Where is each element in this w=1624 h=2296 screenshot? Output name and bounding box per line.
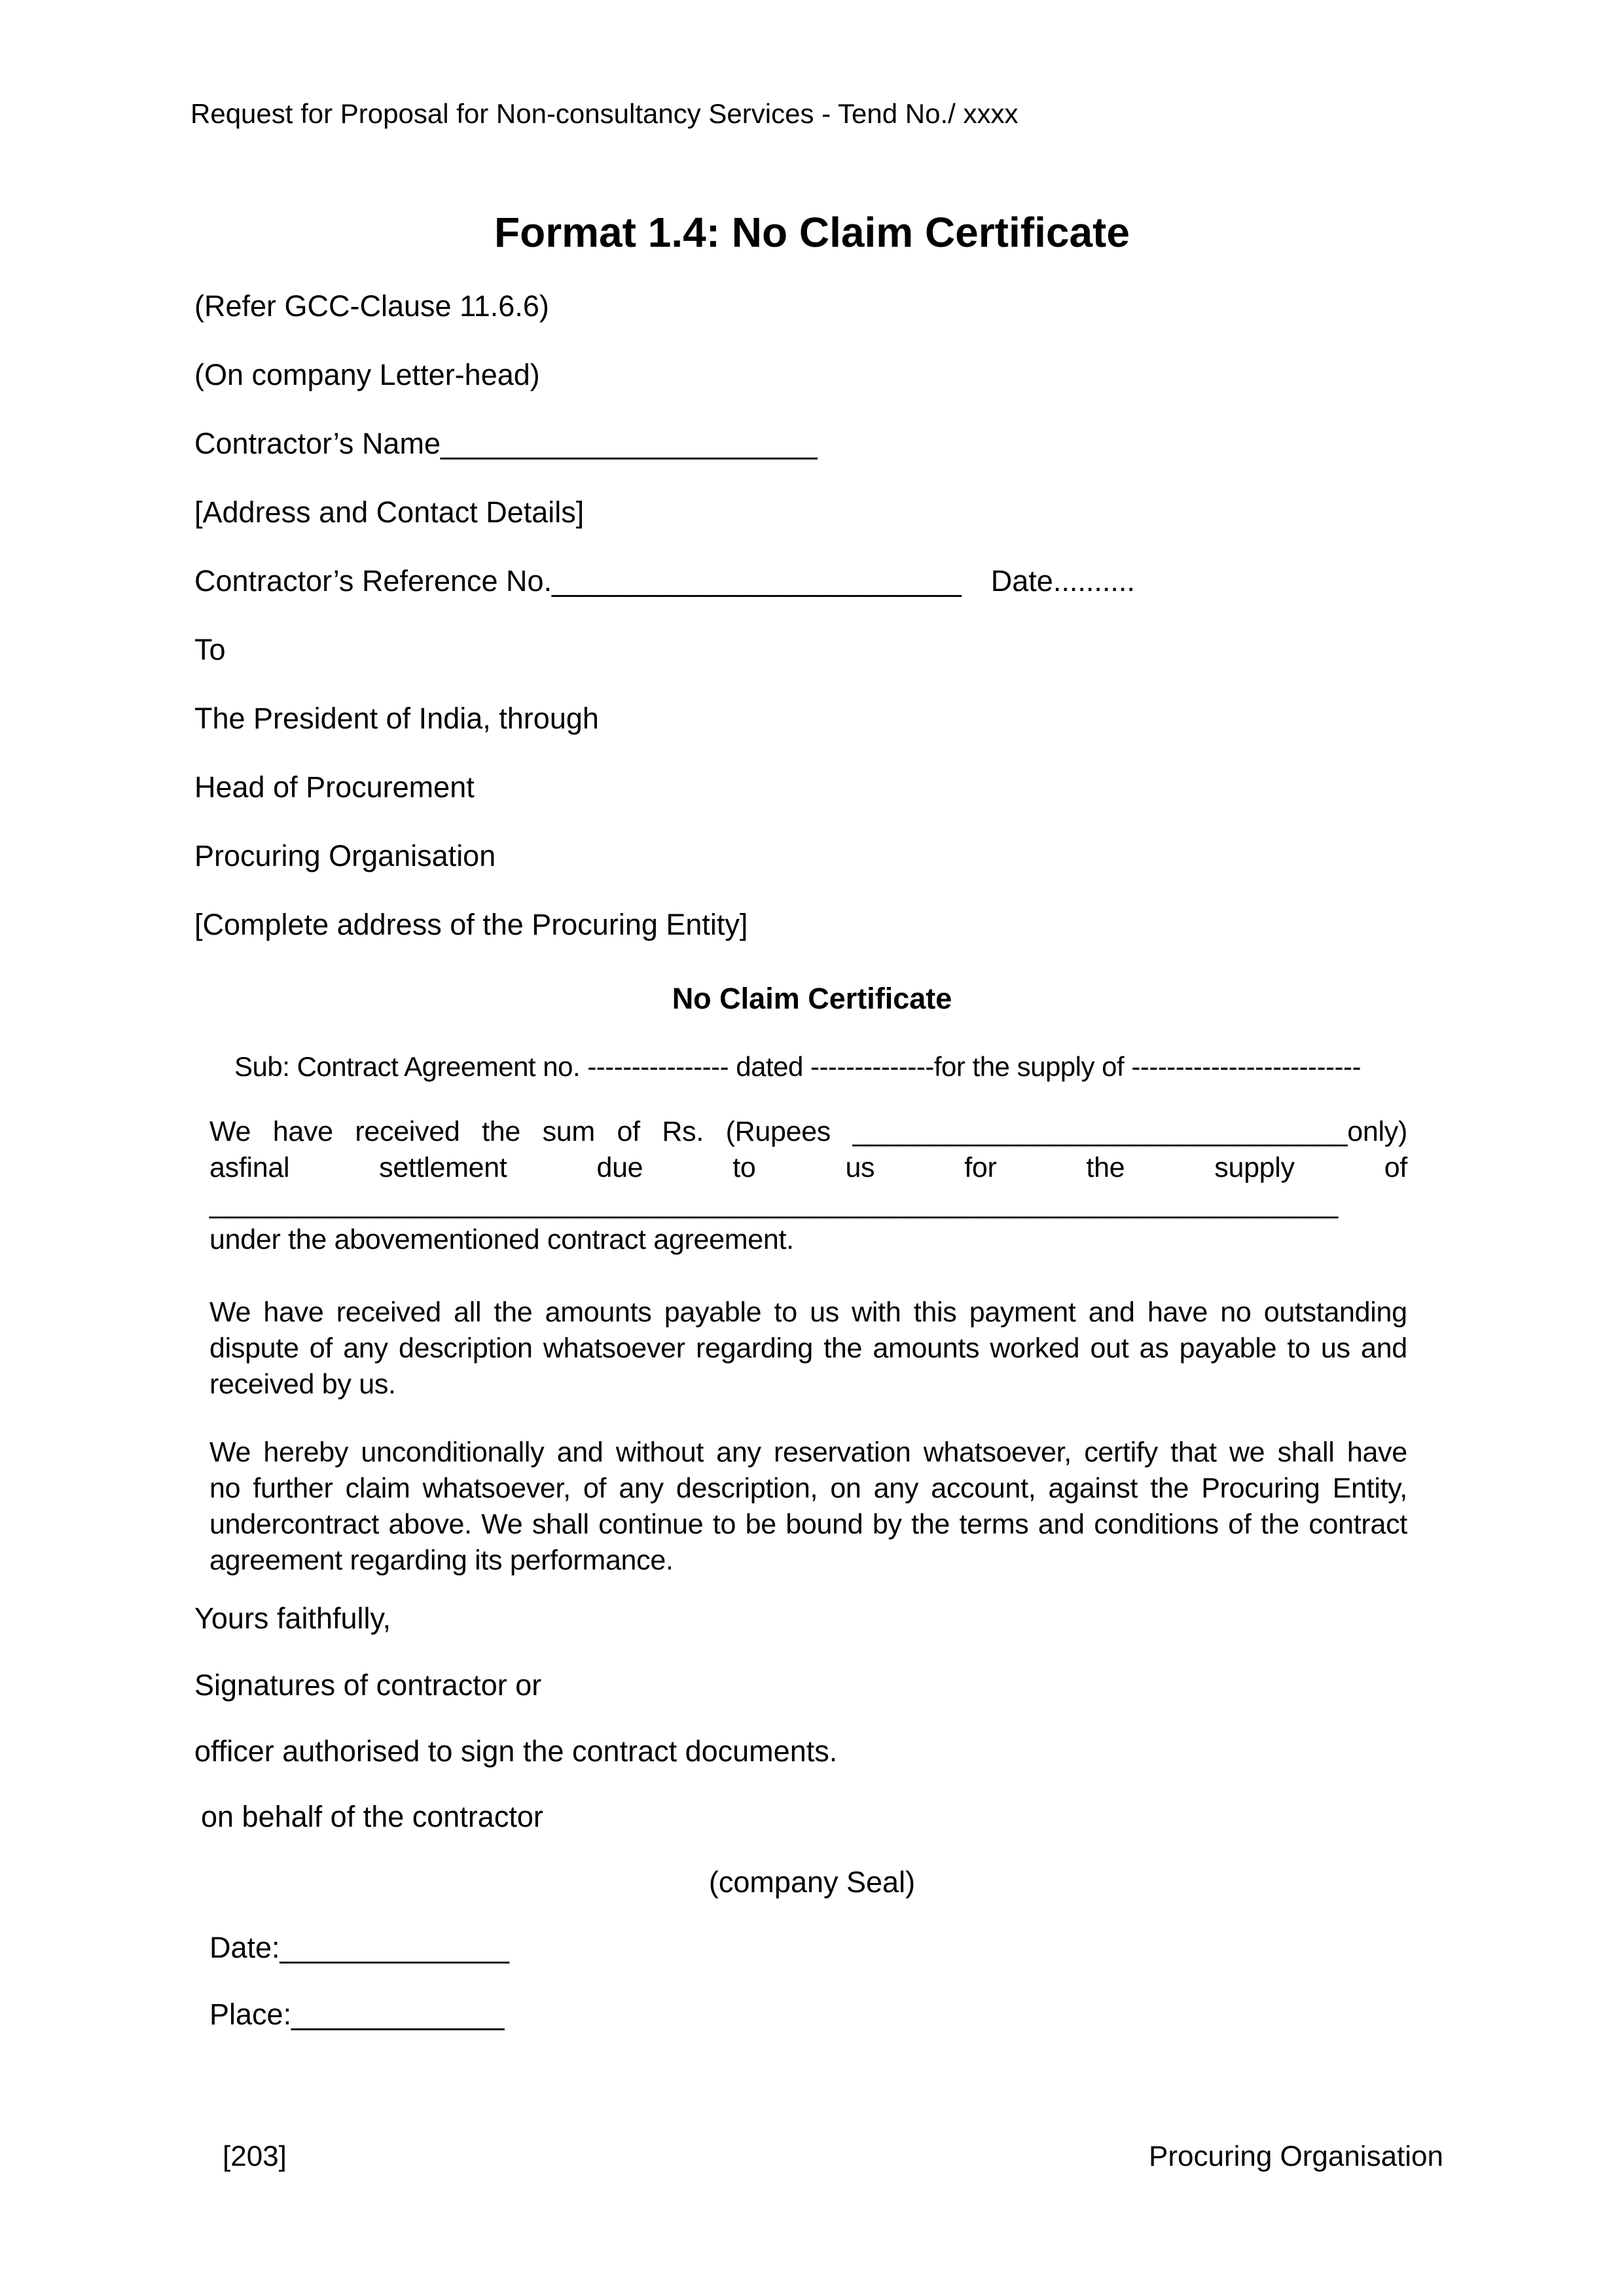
refer-clause-note: (Refer GCC-Clause 11.6.6) <box>194 289 549 323</box>
word: for <box>964 1152 997 1183</box>
word: no <box>1220 1297 1252 1328</box>
word: that <box>1170 1437 1217 1468</box>
word: unconditionally <box>361 1437 545 1468</box>
date-fill-line: Date:______________ <box>209 1931 509 1964</box>
word: us <box>810 1297 839 1328</box>
reference-row <box>194 563 1135 599</box>
word: description <box>398 1333 533 1364</box>
word: supply <box>1214 1152 1295 1183</box>
word: payable <box>1179 1333 1277 1364</box>
recipient-line: The President of India, through <box>194 702 599 735</box>
word: us <box>845 1152 875 1183</box>
reference-no-line: Contractor’s Reference No._________________________ <box>194 564 962 598</box>
word: regarding <box>696 1333 813 1364</box>
recipient-line: Procuring Organisation <box>194 839 496 872</box>
word: any <box>716 1437 761 1468</box>
word: payable <box>664 1297 762 1328</box>
word: continue <box>598 1509 704 1540</box>
place-fill-line: Place:_____________ <box>209 1998 505 2031</box>
address-placeholder: [Address and Contact Details] <box>194 495 585 529</box>
word: undercontract <box>209 1509 380 1540</box>
word: the <box>1086 1152 1125 1183</box>
word: any <box>619 1473 664 1504</box>
page-header: Request for Proposal for Non-consultancy Services - Tend No./ xxxx <box>190 98 1019 129</box>
word: no <box>209 1473 241 1504</box>
signature-block-line: officer authorised to sign the contract documents. <box>194 1734 838 1768</box>
paragraph-line <box>209 1114 1407 1150</box>
word: to <box>774 1297 797 1328</box>
word: Rs. <box>662 1116 704 1147</box>
company-seal-note: (company Seal) <box>708 1865 916 1899</box>
paragraph-line <box>209 1507 1407 1543</box>
paragraph-line <box>209 1331 1407 1367</box>
paragraph-no-further-claim <box>209 1435 1407 1579</box>
word: (Rupees <box>725 1116 831 1147</box>
word: conditions <box>1094 1509 1219 1540</box>
word: sum <box>542 1116 595 1147</box>
word: whatsoever <box>543 1333 685 1364</box>
blank-fill-line: _________________________________________________________________________ <box>209 1188 1338 1219</box>
word: terms <box>959 1509 1029 1540</box>
word: received <box>355 1116 460 1147</box>
word: We <box>209 1116 251 1147</box>
closing-yours-faithfully: Yours faithfully, <box>194 1602 391 1635</box>
word: of <box>309 1333 333 1364</box>
letterhead-note: (On company Letter-head) <box>194 358 540 391</box>
paragraph-line <box>209 1150 1407 1186</box>
paragraph-received-sum <box>209 1114 1407 1258</box>
recipient-line: [Complete address of the Procuring Entity] <box>194 908 748 941</box>
word: We <box>209 1297 251 1328</box>
word: account, <box>931 1473 1036 1504</box>
paragraph-no-dispute <box>209 1295 1407 1403</box>
paragraph-line <box>209 1435 1407 1471</box>
word: due <box>596 1152 643 1183</box>
word: We <box>481 1509 523 1540</box>
contractor-name-line: Contractor’s Name_______________________ <box>194 427 818 460</box>
signature-block-line: Signatures of contractor or <box>194 1668 542 1702</box>
word: and <box>1038 1509 1085 1540</box>
word: reservation <box>774 1437 911 1468</box>
word: the <box>1150 1473 1189 1504</box>
signature-block-line: on behalf of the contractor <box>201 1800 543 1833</box>
paragraph-line: received by us. <box>209 1369 396 1400</box>
word: Procuring <box>1201 1473 1320 1504</box>
word: Entity, <box>1332 1473 1407 1504</box>
word: whatsoever, <box>923 1437 1072 1468</box>
word: the <box>1261 1509 1299 1540</box>
word: asfinal <box>209 1152 290 1183</box>
word: the <box>482 1116 520 1147</box>
word: on <box>830 1473 861 1504</box>
word: have <box>263 1297 324 1328</box>
word: the <box>494 1297 533 1328</box>
subject-line: Sub: Contract Agreement no. ---------------- dated --------------for the supply of -------------------------- <box>234 1051 1362 1082</box>
word: without <box>615 1437 704 1468</box>
word: of <box>617 1116 640 1147</box>
word: claim <box>345 1473 410 1504</box>
recipient-line: Head of Procurement <box>194 770 475 804</box>
date-dots: Date.......... <box>990 564 1135 598</box>
salutation-to: To <box>194 633 226 666</box>
word: have <box>272 1116 333 1147</box>
word: all <box>454 1297 482 1328</box>
word: certify <box>1084 1437 1158 1468</box>
word: as <box>1139 1333 1169 1364</box>
footer-organisation: Procuring Organisation <box>1148 2140 1443 2172</box>
word: us <box>1320 1333 1350 1364</box>
paragraph-line: under the abovementioned contract agreement. <box>209 1224 794 1255</box>
word: worked <box>990 1333 1080 1364</box>
word: and <box>1088 1297 1135 1328</box>
word: of <box>1228 1509 1252 1540</box>
word: outstanding <box>1263 1297 1407 1328</box>
word: the <box>823 1333 863 1364</box>
word: whatsoever, <box>422 1473 571 1504</box>
word: any <box>343 1333 388 1364</box>
word: payment <box>969 1297 1076 1328</box>
word: have <box>1346 1437 1407 1468</box>
word: hereby <box>263 1437 349 1468</box>
word: of <box>583 1473 607 1504</box>
word: any <box>873 1473 919 1504</box>
word: by <box>872 1509 902 1540</box>
word: shall <box>532 1509 589 1540</box>
paragraph-line: agreement regarding its performance. <box>209 1545 674 1576</box>
word: to <box>712 1509 736 1540</box>
word: to <box>1287 1333 1310 1364</box>
word: further <box>253 1473 333 1504</box>
word: the <box>911 1509 950 1540</box>
word: with <box>852 1297 901 1328</box>
word: out <box>1090 1333 1129 1364</box>
word: of <box>1384 1152 1407 1183</box>
word: ________________________________only) <box>852 1116 1407 1147</box>
word: we <box>1229 1437 1265 1468</box>
word: be <box>745 1509 776 1540</box>
word: amounts <box>873 1333 980 1364</box>
word: received <box>336 1297 441 1328</box>
word: shall <box>1277 1437 1335 1468</box>
word: to <box>732 1152 756 1183</box>
word: dispute <box>209 1333 299 1364</box>
word: have <box>1147 1297 1208 1328</box>
word: this <box>913 1297 957 1328</box>
word: above. <box>388 1509 472 1540</box>
paragraph-line <box>209 1471 1407 1507</box>
paragraph-line <box>209 1295 1407 1331</box>
document-title: Format 1.4: No Claim Certificate <box>494 209 1130 256</box>
word: against <box>1048 1473 1138 1504</box>
word: contract <box>1308 1509 1407 1540</box>
word: and <box>556 1437 604 1468</box>
word: We <box>209 1437 251 1468</box>
footer-page-number: [203] <box>223 2140 287 2172</box>
word: and <box>1360 1333 1407 1364</box>
certificate-heading: No Claim Certificate <box>672 982 952 1015</box>
word: description, <box>676 1473 818 1504</box>
word: settlement <box>379 1152 507 1183</box>
word: amounts <box>545 1297 652 1328</box>
word: bound <box>785 1509 863 1540</box>
